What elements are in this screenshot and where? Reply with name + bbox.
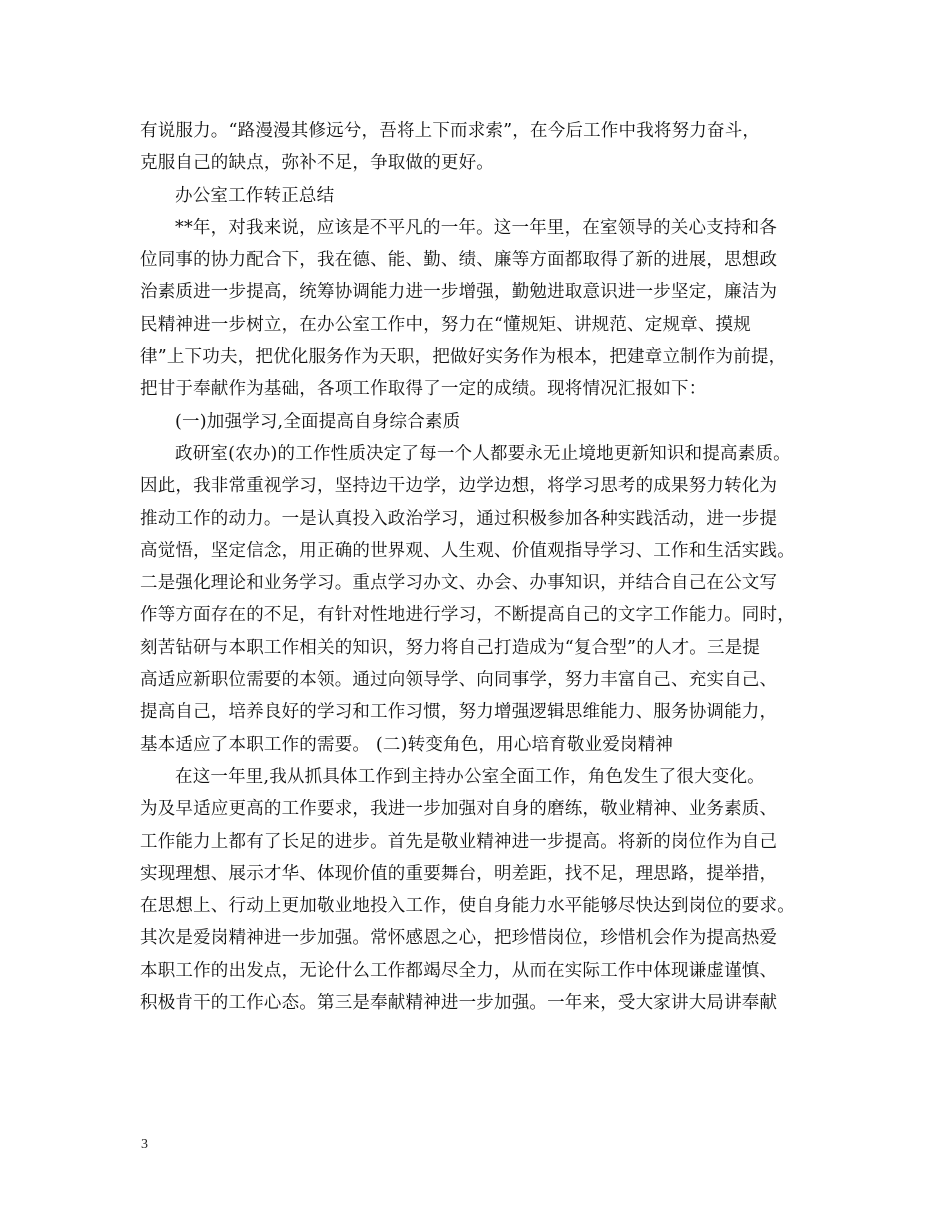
text-line: 实现理想、展示才华、体现价值的重要舞台，明差距，找不足，理思路，提举措， xyxy=(140,863,778,884)
text-line: 积极肯干的工作心态。第三是奉献精神进一步加强。一年来，受大家讲大局讲奉献 xyxy=(140,993,778,1014)
document-body xyxy=(140,115,830,1019)
text-line: 推动工作的动力。一是认真投入政治学习，通过积极参加各种实践活动，进一步提 xyxy=(140,508,778,529)
text-line: 政研室(农办)的工作性质决定了每一个人都要永无止境地更新知识和提高素质。 xyxy=(175,443,791,464)
text-line: 民精神进一步树立，在办公室工作中，努力在“懂规矩、讲规范、定规章、摸规 xyxy=(140,314,751,335)
text-line: 有说服力。“路漫漫其修远兮，吾将上下而求索”，在今后工作中我将努力奋斗， xyxy=(140,121,761,141)
text-line: 提高自己，培养良好的学习和工作习惯，努力增强逻辑思维能力、服务协调能力， xyxy=(140,702,778,723)
text-line: 刻苦钻研与本职工作相关的知识，努力将自己打造成为“复合型”的人才。三是提 xyxy=(140,637,761,658)
text-line: 因此，我非常重视学习，坚持边干边学，边学边想，将学习思考的成果努力转化为 xyxy=(140,476,778,497)
text-line: (一)加强学习,全面提高自身综合素质 xyxy=(175,411,461,432)
text-line: 把甘于奉献作为基础，各项工作取得了一定的成绩。现将情况汇报如下： xyxy=(140,379,707,400)
text-line: 为及早适应更高的工作要求，我进一步加强对自身的磨练，敬业精神、业务素质、 xyxy=(140,799,778,820)
text-line: 工作能力上都有了长足的进步。首先是敬业精神进一步提高。将新的岗位作为自己 xyxy=(140,831,778,852)
text-line: 律”上下功夫，把优化服务作为天职，把做好实务作为根本，把建章立制作为前提， xyxy=(140,347,787,368)
text-line: 二是强化理论和业务学习。重点学习办文、办会、办事知识，并结合自己在公文写 xyxy=(140,573,778,594)
text-line: 克服自己的缺点，弥补不足，争取做的更好。 xyxy=(140,153,494,174)
page-number: 3 xyxy=(141,1137,148,1152)
text-line: 其次是爱岗精神进一步加强。常怀感恩之心，把珍惜岗位，珍惜机会作为提高热爱 xyxy=(140,928,778,949)
text-line: 基本适应了本职工作的需要。 (二)转变角色，用心培育敬业爱岗精神 xyxy=(140,734,674,755)
text-line: **年，对我来说，应该是不平凡的一年。这一年里，在室领导的关心支持和各 xyxy=(175,217,777,238)
text-line: 位同事的协力配合下，我在德、能、勤、绩、廉等方面都取得了新的进展，思想政 xyxy=(140,250,778,271)
text-line: 本职工作的出发点，无论什么工作都竭尽全力，从而在实际工作中体现谦虚谨慎、 xyxy=(140,960,778,981)
text-line: 治素质进一步提高，统筹协调能力进一步增强，勤勉进取意识进一步坚定，廉洁为 xyxy=(140,282,778,303)
text-line: 高觉悟，坚定信念，用正确的世界观、人生观、价值观指导学习、工作和生活实践。 xyxy=(140,540,795,561)
text-line: 办公室工作转正总结 xyxy=(175,185,335,206)
text-line: 作等方面存在的不足，有针对性地进行学习，不断提高自己的文字工作能力。同时， xyxy=(140,605,795,626)
text-line: 在思想上、行动上更加敬业地投入工作，使自身能力水平能够尽快达到岗位的要求。 xyxy=(140,896,795,917)
text-line: 在这一年里,我从抓具体工作到主持办公室全面工作，角色发生了很大变化。 xyxy=(175,766,765,787)
text-line: 高适应新职位需要的本领。通过向领导学、向同事学，努力丰富自己、充实自己、 xyxy=(140,670,778,691)
